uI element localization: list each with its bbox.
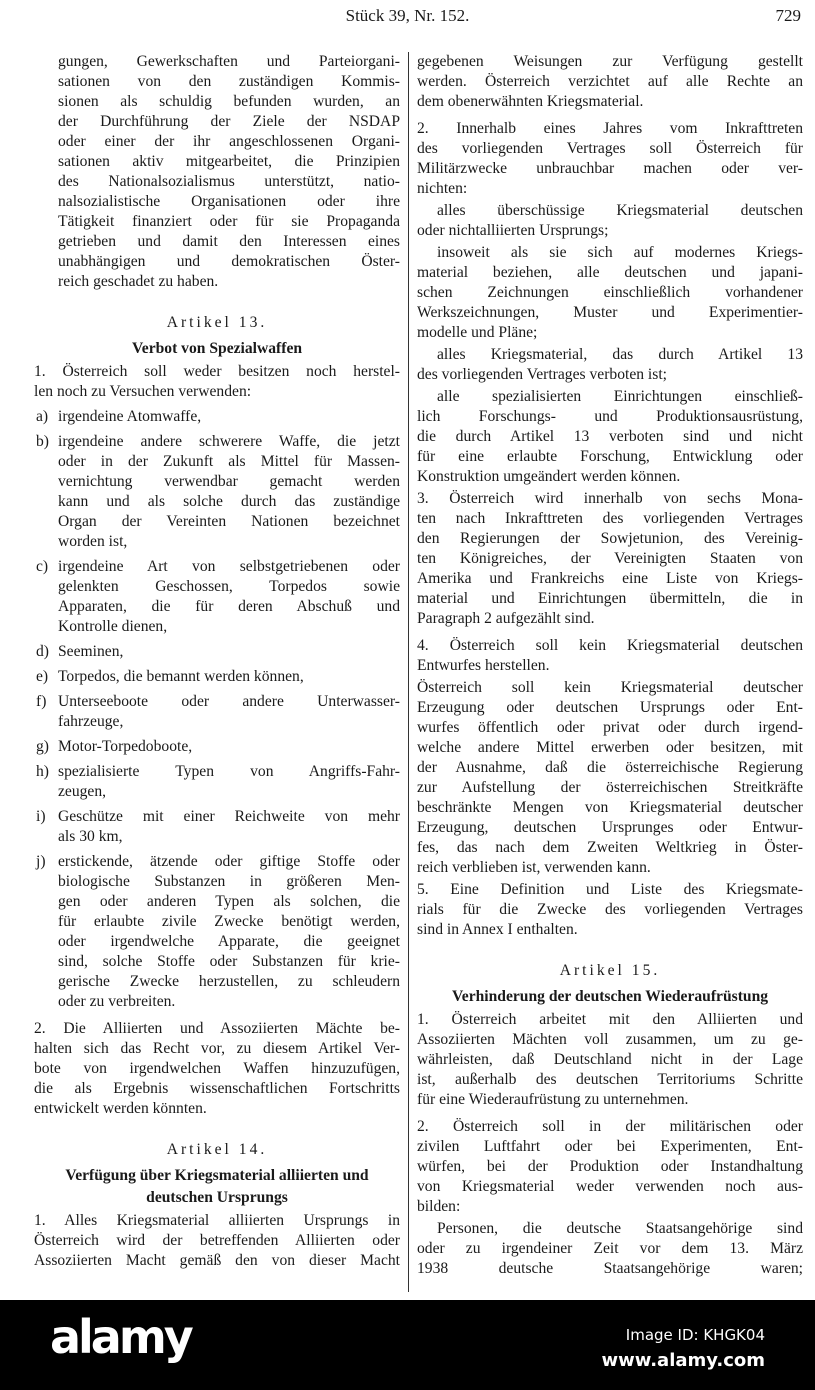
- text-line: material und Einrichtungen übermitteln, die in: [417, 590, 803, 607]
- text-line: Verfügung über Kriegsmaterial alliierten und: [65, 1167, 369, 1184]
- text-line: gerische Zwecke herzustellen, zu schleudern: [58, 973, 400, 990]
- watermark-footer: [0, 1300, 815, 1390]
- alamy-logo: alamy: [50, 1310, 191, 1364]
- paragraph: [34, 362, 400, 402]
- text-line: oder nichtalliierten Ursprungs;: [417, 222, 609, 239]
- text-line: Erzeugung, deutschen Ursprunges oder Entwur-: [417, 819, 803, 836]
- column-divider: [408, 52, 409, 1292]
- list-item-label: b): [36, 433, 49, 450]
- paragraph: [34, 1019, 400, 1119]
- text-line: für erlaubte zivile Zwecke benötigt werden,: [58, 913, 400, 930]
- text-line: vernichtung verwendbar gemacht werden: [58, 473, 400, 490]
- text-line: 2. Österreich soll in der militärischen oder: [417, 1118, 803, 1135]
- text-line: 1. Österreich arbeitet mit den Alliierten und: [417, 1011, 803, 1028]
- list-item-label: i): [36, 808, 46, 825]
- paragraph: [417, 119, 803, 199]
- text-line: halten sich das Recht vor, zu diesem Artikel Ver-: [34, 1040, 400, 1057]
- text-line: 5. Eine Definition und Liste des Kriegsmate-: [417, 881, 803, 898]
- paragraph: [417, 1219, 803, 1279]
- text-line: insoweit als sie sich auf modernes Kriegs-: [437, 244, 803, 261]
- text-line: Motor-Torpedoboote,: [58, 738, 193, 755]
- text-line: Militärzwecke unbrauchbar machen oder ver-: [417, 160, 803, 177]
- paragraph: [417, 201, 803, 241]
- list-item: [34, 407, 400, 427]
- text-line: den Regierungen der Sowjetunion, des Vereinig-: [417, 530, 803, 547]
- list-item: [34, 557, 400, 637]
- paragraph: [417, 1010, 803, 1110]
- text-line: 2. Die Alliierten und Assoziierten Mächte be-: [34, 1020, 400, 1037]
- article-heading: Artikel 13.: [166, 314, 268, 331]
- text-line: irgendeine andere schwerere Waffe, die jetzt: [58, 433, 400, 450]
- article-title: [34, 338, 400, 360]
- list-item-label: g): [36, 738, 49, 755]
- list-item-label: a): [36, 408, 49, 425]
- text-line: als 30 km,: [58, 828, 123, 845]
- text-line: nalsozialistische Organisationen oder ihre: [58, 193, 400, 210]
- list-item-label: c): [36, 558, 49, 575]
- page-header-title: Stück 39, Nr. 152.: [345, 6, 470, 25]
- text-line: irgendeine Art von selbstgetriebenen oder: [58, 558, 400, 575]
- text-line: nichten:: [417, 180, 468, 197]
- text-line: Unterseeboote oder andere Unterwasser-: [58, 693, 400, 710]
- text-line: 2. Innerhalb eines Jahres vom Inkrafttreten: [417, 120, 803, 137]
- text-line: der Durchführung der Ziele der NSDAP: [58, 113, 400, 130]
- text-line: unabhängigen und demokratischen Öster-: [58, 253, 400, 270]
- text-line: alles Kriegsmaterial, das durch Artikel 13: [437, 346, 803, 363]
- text-line: fahrzeuge,: [58, 713, 124, 730]
- article-title: [417, 986, 803, 1008]
- text-line: Verhinderung der deutschen Wiederaufrüstung: [451, 988, 769, 1005]
- list-item: [34, 692, 400, 732]
- text-line: des vorliegenden Vertrages verboten ist;: [417, 366, 668, 383]
- paragraph: [417, 489, 803, 629]
- text-line: 1. Österreich soll weder besitzen noch herstel-: [34, 363, 400, 380]
- list-item: [34, 667, 400, 687]
- list-item: [34, 807, 400, 847]
- text-line: wurfes öffentlich oder privat oder durch irgend-: [417, 719, 803, 736]
- text-line: getrieben und damit den Interessen eines: [58, 233, 400, 250]
- text-line: sind in Annex I enthalten.: [417, 921, 578, 938]
- text-line: für eine erlaubte Forschung, Entwicklung oder: [417, 448, 803, 465]
- article-title: [34, 1165, 400, 1209]
- paragraph: [417, 678, 803, 878]
- left-column: [34, 50, 400, 1271]
- text-line: von Kriegsmaterial weder verwenden noch aus-: [417, 1178, 803, 1195]
- list-item-label: e): [36, 668, 49, 685]
- text-line: oder einer der ihr angeschlossenen Organi-: [58, 133, 400, 150]
- text-line: oder in der Zukunft als Mittel für Massen-: [58, 453, 400, 470]
- text-line: Apparaten, die für deren Abschuß und: [58, 598, 400, 615]
- text-line: Verbot von Spezialwaffen: [131, 340, 303, 357]
- text-line: Tätigkeit finanziert oder für sie Propaganda: [58, 213, 400, 230]
- text-line: zivilen Luftfahrt oder bei Experimenten, Ent-: [417, 1138, 803, 1155]
- text-line: Personen, die deutsche Staatsangehörige sind: [437, 1220, 803, 1237]
- text-line: reich verblieben ist, verwenden kann.: [417, 859, 651, 876]
- text-line: irgendeine Atomwaffe,: [58, 408, 202, 425]
- text-line: Konstruktion umgeändert werden können.: [417, 468, 681, 485]
- text-line: Amerika und Frankreichs eine Liste von Kriegs-: [417, 570, 803, 587]
- text-line: die als Ergebnis wissenschaftlichen Fortschritts: [34, 1080, 400, 1097]
- article-heading: Artikel 14.: [166, 1141, 268, 1158]
- text-line: ten nach Inkrafttreten des vorliegenden Vertrages: [417, 510, 803, 527]
- text-line: sind, solche Stoffe oder Substanzen für krie-: [58, 953, 400, 970]
- paragraph: [34, 1211, 400, 1271]
- paragraph: [417, 243, 803, 343]
- text-line: beschränkte Mengen von Kriegsmaterial deutscher: [417, 799, 803, 816]
- paragraph: [417, 387, 803, 487]
- text-line: worden ist,: [58, 533, 128, 550]
- text-line: 1. Alles Kriegsmaterial alliierten Ursprungs in: [34, 1212, 400, 1229]
- text-line: dem obenerwähnten Kriegsmaterial.: [417, 93, 644, 110]
- text-line: 3. Österreich wird innerhalb von sechs Mona-: [417, 490, 803, 507]
- list-item-label: j): [36, 853, 46, 870]
- text-line: sionen als schuldig befunden wurden, an: [58, 93, 400, 110]
- text-line: biologische Substanzen in größeren Men-: [58, 873, 400, 890]
- list-item: [34, 432, 400, 552]
- text-line: gungen, Gewerkschaften und Parteiorgani-: [58, 53, 400, 70]
- text-line: Paragraph 2 aufgezählt sind.: [417, 610, 595, 627]
- text-line: für eine Wiederaufrüstung zu unternehmen.: [417, 1091, 689, 1108]
- text-line: zeugen,: [58, 783, 107, 800]
- text-line: kann und als solche durch das zuständige: [58, 493, 400, 510]
- list-item: [34, 762, 400, 802]
- text-line: Erzeugung oder deutschen Ursprungs oder Ent-: [417, 699, 803, 716]
- article-heading: Artikel 15.: [559, 962, 661, 979]
- text-line: gen oder anderen Typen als solchen, die: [58, 893, 400, 910]
- text-line: entwickelt werden könnten.: [34, 1100, 207, 1117]
- text-line: welche andere Mittel erwerben oder besitzen, mit: [417, 739, 803, 756]
- paragraph: [417, 345, 803, 385]
- text-line: 1938 deutsche Staatsangehörige waren;: [417, 1260, 803, 1277]
- text-line: 4. Österreich soll kein Kriegsmaterial deutschen: [417, 637, 803, 654]
- text-line: zur Aufstellung der österreichischen Streitkräfte: [417, 779, 803, 796]
- text-line: ist, außerhalb des deutschen Territoriums Schritte: [417, 1071, 803, 1088]
- site-url: www.alamy.com: [601, 1350, 765, 1371]
- text-line: len noch zu Versuchen verwenden:: [34, 383, 252, 400]
- text-line: Österreich soll kein Kriegsmaterial deutscher: [417, 679, 803, 696]
- text-line: oder zu irgendeiner Zeit vor dem 13. März: [417, 1240, 803, 1257]
- list-item-label: d): [36, 643, 49, 660]
- text-line: reich geschadet zu haben.: [58, 273, 219, 290]
- text-line: des vorliegenden Vertrages soll Österreich für: [417, 140, 803, 157]
- list-item-label: h): [36, 763, 49, 780]
- text-line: währleisten, daß Deutschland nicht in der Lage: [417, 1051, 803, 1068]
- text-line: Assoziierten Mächten voll zusammen, um zu ge-: [417, 1031, 803, 1048]
- page-number: 729: [775, 6, 801, 25]
- text-line: schen Zeichnungen einschließlich vorhandener: [417, 284, 803, 301]
- paragraph: [417, 1117, 803, 1217]
- text-line: der Ausnahme, daß die österreichische Regierung: [417, 759, 803, 776]
- right-column: [417, 50, 803, 1279]
- list-item: [34, 642, 400, 662]
- text-line: lich Forschungs- und Produktionsausrüstung,: [417, 408, 803, 425]
- text-line: gegebenen Weisungen zur Verfügung gestellt: [417, 53, 803, 70]
- text-line: Österreich wird der betreffenden Alliierten oder: [34, 1232, 400, 1249]
- text-line: würfen, bei der Produktion oder Instandhaltung: [417, 1158, 803, 1175]
- text-line: fes, das nach dem Zweiten Weltkrieg in Öster-: [417, 839, 803, 856]
- text-line: Torpedos, die bemannt werden können,: [58, 668, 304, 685]
- text-line: oder zu verbreiten.: [58, 993, 176, 1010]
- text-line: Geschütze mit einer Reichweite von mehr: [58, 808, 400, 825]
- text-line: bilden:: [417, 1198, 461, 1215]
- text-line: sationen von den zuständigen Kommis-: [58, 73, 400, 90]
- text-line: erstickende, ätzende oder giftige Stoffe oder: [58, 853, 400, 870]
- text-line: alle spezialisierten Einrichtungen einschließ-: [437, 388, 803, 405]
- paragraph: [34, 52, 400, 292]
- text-line: werden. Österreich verzichtet auf alle Rechte an: [417, 73, 803, 90]
- text-line: ten Königreiches, der Vereinigten Staaten von: [417, 550, 803, 567]
- paragraph: [417, 880, 803, 940]
- text-line: alles überschüssige Kriegsmaterial deutschen: [437, 202, 803, 219]
- text-line: sationen aktiv mitgearbeitet, die Prinzipien: [58, 153, 400, 170]
- text-line: Kontrolle dienen,: [58, 618, 168, 635]
- text-line: material beziehen, alle deutschen und japani-: [417, 264, 803, 281]
- text-line: rials für die Zwecke des vorliegenden Vertrages: [417, 901, 803, 918]
- list-item: [34, 737, 400, 757]
- text-line: Organ der Vereinten Nationen bezeichnet: [58, 513, 400, 530]
- text-line: spezialisierte Typen von Angriffs-Fahr-: [58, 763, 400, 780]
- text-line: bote von irgendwelchen Waffen hinzuzufügen,: [34, 1060, 400, 1077]
- text-line: des Nationalsozialismus unterstützt, natio-: [58, 173, 400, 190]
- list-item-label: f): [36, 693, 47, 710]
- text-line: Assoziierten Macht gemäß den von dieser Macht: [34, 1252, 400, 1269]
- paragraph: [417, 52, 803, 112]
- text-line: deutschen Ursprungs: [146, 1189, 288, 1206]
- paragraph: [417, 636, 803, 676]
- text-line: die durch Artikel 13 verboten sind und nicht: [417, 428, 803, 445]
- text-line: modelle und Pläne;: [417, 324, 538, 341]
- image-id-text: Image ID: KHGK04: [625, 1326, 765, 1344]
- text-line: Entwurfes herstellen.: [417, 657, 550, 674]
- text-line: Werkszeichnungen, Muster und Experimentier-: [417, 304, 803, 321]
- text-line: Seeminen,: [58, 643, 124, 660]
- text-line: gelenkten Geschossen, Torpedos sowie: [58, 578, 400, 595]
- list-item: [34, 852, 400, 1012]
- text-line: oder irgendwelche Apparate, die geeignet: [58, 933, 400, 950]
